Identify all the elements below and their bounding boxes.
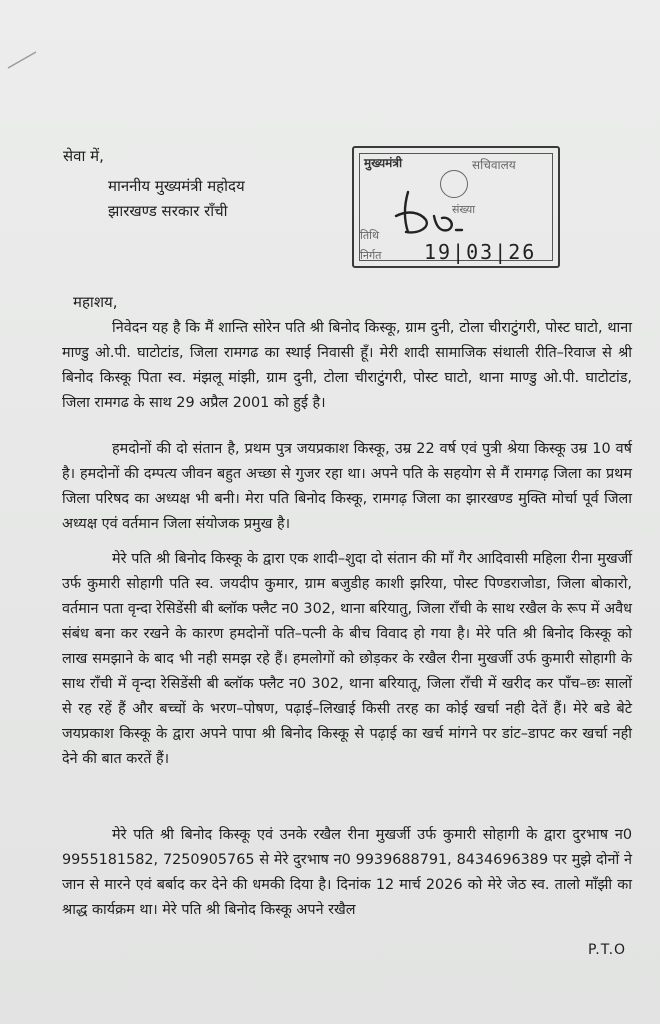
- salutation: सेवा में,: [63, 147, 104, 165]
- stamp-title: मुख्यमंत्री: [364, 156, 403, 170]
- stamp-office: सचिवालय: [472, 158, 516, 172]
- recipient-title: माननीय मुख्यमंत्री महोदय: [108, 177, 245, 195]
- page-fold-mark: [6, 48, 42, 70]
- paragraph-2: हमदोनों की दो संतान है, प्रथम पुत्र जयप्रकाश किस्कू, उम्र 22 वर्ष एवं पुत्री श्रेया किस्कू उम्र 10 वर्ष है। हमदोनों की दम्पत्य जीवन बहुत अच्छा से गुजर रहा था। अपने पति के सहयोग से मैं रामगढ़ जिला का प्रथम जिला परिषद का अध्यक्ष भी बनी। मेरा पति बिनोद किस्कू, रामगढ़ जिला का झारखण्ड मुक्ति मोर्चा पूर्व जिला अध्यक्ष एवं वर्तमान जिला संयोजक प्रमुख है।: [62, 441, 632, 532]
- paragraph-1: निवेदन यह है कि मैं शान्ति सोरेन पति श्री बिनोद किस्कू, ग्राम दुनी, टोला चीराटुंगरी, पोस्ट घाटो, थाना माण्डु ओ.पी. घाटोटांड, जिला रामगढ का स्थाई निवासी हूँ। मेरी शादी सामाजिक संथाली रीति–रिवाज से श्री बिनोद किस्कू पिता स्व. मंझलू मांझी, ग्राम दुनी, टोला चीराटुंगरी, पोस्ट घाटो, थाना माण्डु ओ.पी. घाटोटांड, जिला रामगढ के साथ 29 अप्रैल 2001 को हुई है।: [62, 320, 632, 411]
- paragraph-3: मेरे पति श्री बिनोद किस्कू के द्वारा एक शादी–शुदा दो संतान की माँ गैर आदिवासी महिला रीना मुखर्जी उर्फ कुमारी सोहागी पति स्व. जयदीप कुमार, ग्राम बजुडीह काशी झरिया, पोस्ट पिण्डराजोडा, जिला बोकारो, वर्तमान पता वृन्दा रेसिडेंसी बी ब्लॉक फ्लैट न0 302, थाना बरियातु, जिला राँची के साथ रखैल के रूप में अवैध संबंध बना कर रखने के कारण हमदोनों पति–पत्नी के बीच विवाद हो गया है। मेरे पति श्री बिनोद किस्कू को लाख समझाने के बाद भी नही समझ रहे हैं। हमलोगों को छोड़कर के रखैल रीना मुखर्जी उर्फ कुमारी सोहागी के साथ राँची में वृन्दा रेसिडेंसी बी ब्लॉक फ्लैट न0 302, थाना बरियातू, जिला राँची में खरीद कर पाँच–छः सालों से रह रहें हैं और बच्चों के भरण–पोषण, पढ़ाई–लिखाई किसी तरह का कोई खर्चा नही देतें हैं। मेरे बडे बेटे जयप्रकाश किस्कू के द्वारा अपने पापा श्री बिनोद किस्कू से पढ़ाई का खर्च मांगने पर डांट–डापट कर खर्चा नही देने की बात करतें हैं।: [62, 551, 632, 767]
- receipt-stamp: [352, 146, 560, 268]
- pto-note: P.T.O: [588, 942, 627, 958]
- greeting: महाशय,: [73, 293, 118, 311]
- handwritten-initials: [390, 186, 470, 240]
- stamp-issue-label: निर्गत: [360, 249, 382, 262]
- stamp-date: 19|03|26: [424, 240, 537, 264]
- stamp-date-label: तिथि: [360, 229, 379, 242]
- stamp-number-label: संख्या: [452, 203, 476, 216]
- recipient-office: झारखण्ड सरकार राँची: [108, 202, 228, 220]
- paragraph-4: मेरे पति श्री बिनोद किस्कू एवं उनके रखैल रीना मुखर्जी उर्फ कुमारी सोहागी के द्वारा दुरभाष न0 9955181582, 7250905765 से मेरे दुरभाष न0 9939688791, 8434696389 पर मुझे दोनों ने जान से मारने एवं बर्बाद कर देने की धमकी दिया है। दिनांक 12 मार्च 2026 को मेरे जेठ स्व. तालो माँझी का श्राद्ध कार्यक्रम था। मेरे पति श्री बिनोद किस्कू अपने रखैल: [62, 827, 632, 918]
